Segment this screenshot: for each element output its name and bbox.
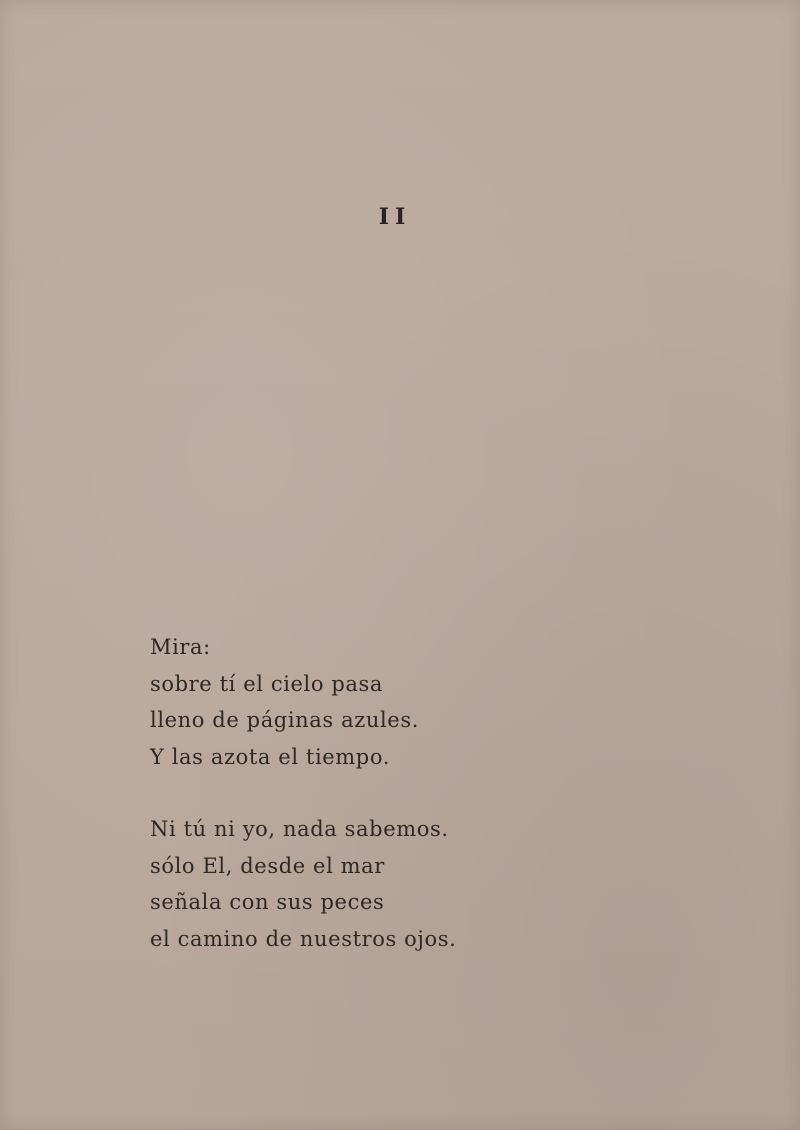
poem bbox=[150, 629, 710, 957]
poem-line: el camino de nuestros ojos. bbox=[150, 926, 457, 951]
poem-line: lleno de páginas azules. bbox=[150, 708, 419, 732]
poem-line: Mira: bbox=[150, 635, 211, 659]
poem-line: sólo El, desde el mar bbox=[150, 853, 385, 878]
poem-line: Ni tú ni yo, nada sabemos. bbox=[150, 817, 449, 841]
poem-line: señala con sus peces bbox=[150, 890, 385, 914]
stanza-1 bbox=[150, 629, 710, 775]
poem-line: sobre tí el cielo pasa bbox=[150, 671, 384, 696]
stanza-2 bbox=[150, 811, 710, 957]
poem-line: Y las azota el tiempo. bbox=[150, 744, 390, 769]
section-number: II bbox=[378, 204, 412, 230]
